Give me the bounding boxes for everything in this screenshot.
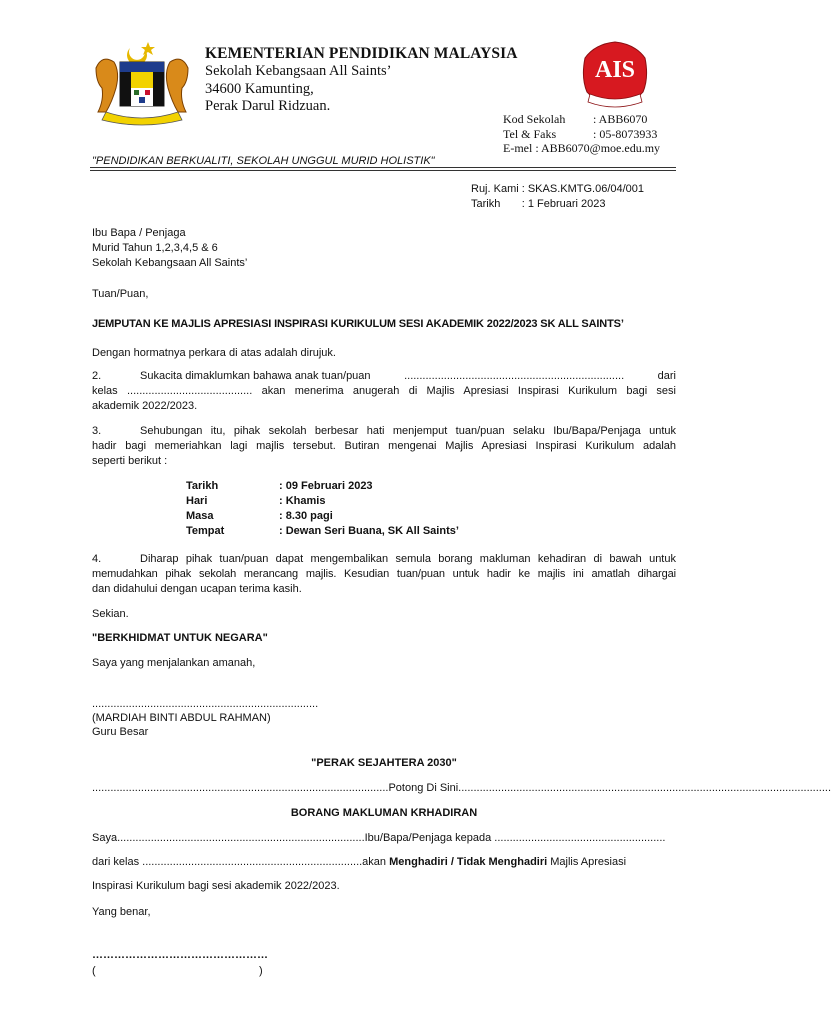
detail-date: Tarikh : 09 Februari 2023 [186, 480, 373, 492]
para-2-number: 2. [92, 370, 102, 382]
service-slogan: "BERKHIDMAT UNTUK NEGARA" [92, 632, 268, 644]
form-line-3: Inspirasi Kurikulum bagi sesi akademik 2022/2023. [92, 880, 340, 892]
cut-line: ................................................................................................. Potong Di Sini .......................................................................................................................... [92, 782, 831, 794]
para-4-number: 4. [92, 553, 102, 565]
signature-line: .......................................................................... [92, 698, 319, 710]
header-divider-bottom [90, 170, 676, 171]
school-motto: "PENDIDIKAN BERKUALITI, SEKOLAH UNGGUL MURID HOLISTIK" [92, 155, 435, 167]
form-name-paren-close: ) [259, 965, 263, 977]
para-1: Dengan hormatnya perkara di atas adalah dirujuk. [92, 347, 336, 359]
trust-statement: Saya yang menjalankan amanah, [92, 657, 256, 669]
contact-email: E-mel : ABB6070@moe.edu.my [503, 141, 661, 155]
para-4-line-1: Diharap pihak tuan/puan dapat mengembalikan semula borang makluman kehadiran di bawah untuk [140, 553, 676, 565]
school-state: Perak Darul Ridzuan. [205, 98, 331, 114]
detail-venue: Tempat : Dewan Seri Buana, SK All Saints’ [186, 525, 459, 537]
form-title: BORANG MAKLUMAN KRHADIRAN [290, 807, 478, 819]
para-3-line-2: hadir bagi memeriahkan lagi majlis tersebut. Butiran mengenai Majlis Apresiasi Inspirasi Kurikulum adalah [92, 440, 676, 452]
contact-block [503, 112, 660, 156]
recipient-line-2: Murid Tahun 1,2,3,4,5 & 6 [92, 242, 218, 254]
detail-day: Hari : Khamis [186, 495, 326, 507]
header-divider-top [90, 167, 676, 168]
para-2-line-1: Sukacita dimaklumkan bahawa anak tuan/puan ........................................................................ dari [140, 370, 676, 382]
form-line-2: dari kelas ........................................................................akan Menghadiri / Tidak Menghadiri Majlis Apresiasi [92, 856, 627, 868]
reference-number: Ruj. Kami : SKAS.KMTG.06/04/001 [471, 183, 645, 195]
school-logo-letters: AIS [594, 57, 636, 83]
para-3-number: 3. [92, 425, 102, 437]
closing-word: Sekian. [92, 608, 129, 620]
reference-date: Tarikh : 1 Februari 2023 [471, 198, 606, 210]
form-line-1: Saya.................................................................................Ibu/Bapa/Penjaga kepada ........................................................ [92, 832, 666, 844]
school-postcode-city: 34600 Kamunting, [205, 81, 314, 97]
detail-time: Masa : 8.30 pagi [186, 510, 333, 522]
para-2-line-2: kelas ......................................... akan menerima anugerah di Majlis Apresiasi Inspirasi Kurikulum bagi sesi [92, 385, 676, 397]
cut-line-label: Potong Di Sini [388, 782, 459, 794]
signatory-name: (MARDIAH BINTI ABDUL RAHMAN) [92, 712, 271, 724]
form-closing: Yang benar, [92, 906, 151, 918]
school-logo-icon [578, 40, 652, 112]
form-name-paren-open: ( [92, 965, 96, 977]
salutation: Tuan/Puan, [92, 288, 149, 300]
attendance-choice: Menghadiri / Tidak Menghadiri [389, 856, 548, 868]
para-3-line-3: seperti berikut : [92, 455, 168, 467]
para-2-line-3: akademik 2022/2023. [92, 400, 198, 412]
signatory-title: Guru Besar [92, 726, 149, 738]
para-4-line-2: memudahkan pihak sekolah merancang majlis. Kesudian tuan/puan untuk hadir ke majlis ini amatlah dihargai [92, 568, 676, 580]
recipient-line-1: Ibu Bapa / Penjaga [92, 227, 186, 239]
malaysia-crest-icon [92, 38, 192, 126]
letter-subject: JEMPUTAN KE MAJLIS APRESIASI INSPIRASI KURIKULUM SESI AKADEMIK 2022/2023 SK ALL SAINTS’ [92, 318, 624, 330]
para-4-line-3: dan didahului dengan ucapan terima kasih. [92, 583, 302, 595]
form-signature-line: ………………………………………… [92, 949, 268, 961]
para-3-line-1: Sehubungan itu, pihak sekolah berbesar hati menjemput tuan/puan selaku Ibu/Bapa/Penjaga untuk [140, 425, 676, 437]
contact-school-code: Kod Sekolah : ABB6070 [503, 112, 648, 126]
ministry-name: KEMENTERIAN PENDIDIKAN MALAYSIA [205, 45, 518, 62]
recipient-line-3: Sekolah Kebangsaan All Saints’ [92, 257, 248, 269]
school-name: Sekolah Kebangsaan All Saints’ [205, 63, 392, 79]
perak-slogan: "PERAK SEJAHTERA 2030" [311, 757, 457, 769]
contact-phone-fax: Tel & Faks : 05-8073933 [503, 126, 658, 141]
